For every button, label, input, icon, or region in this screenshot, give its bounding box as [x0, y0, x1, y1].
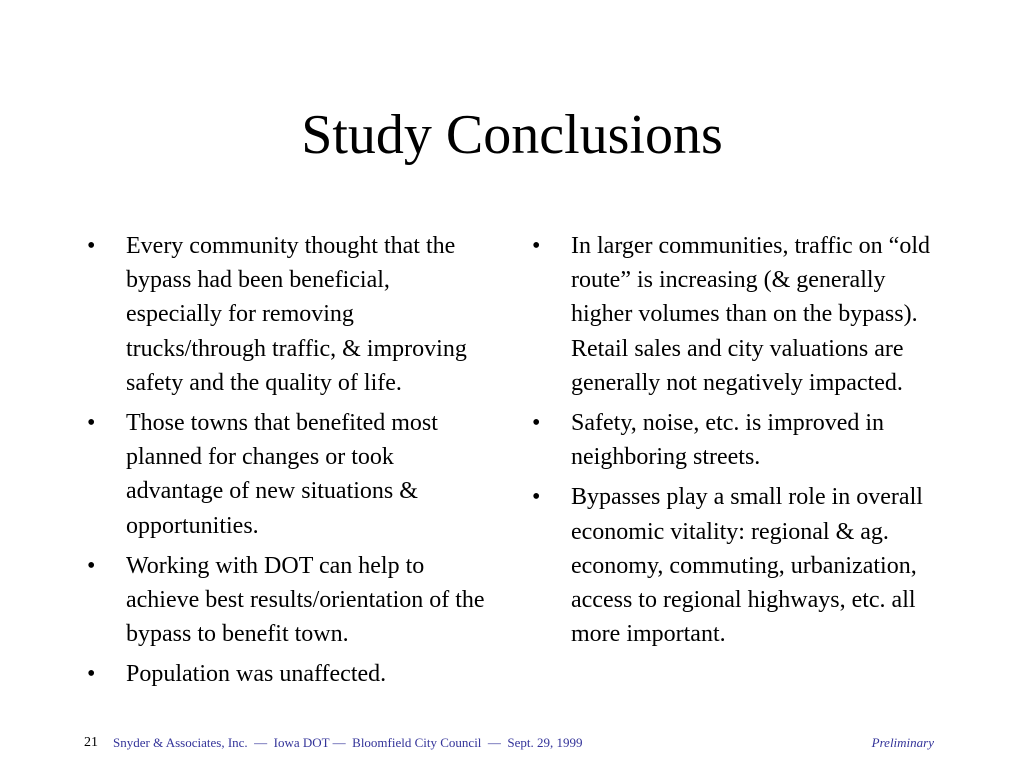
bullet-text: Those towns that benefited most planned for changes or took advantage of new situations & opportunities.	[126, 410, 438, 539]
list-item	[84, 229, 489, 400]
bullet-text: Every community thought that the bypass had been beneficial, especially for removing trucks/through traffic, & improving safety and the quality of life.	[126, 233, 467, 396]
bullet-text: Working with DOT can help to achieve best results/orientation of the bypass to benefit town.	[126, 552, 485, 648]
bullet-text: Bypasses play a small role in overall economic vitality: regional & ag. economy, commuting, urbanization, access to regional highways, etc. all more important.	[571, 484, 923, 648]
bullet-icon: •	[532, 410, 541, 437]
bullet-text: Safety, noise, etc. is improved in neighboring streets.	[571, 410, 885, 471]
bullet-icon: •	[87, 661, 96, 688]
bullet-icon: •	[532, 233, 541, 259]
list-item	[84, 549, 489, 652]
slide-title: Study Conclusions	[301, 104, 723, 166]
bullet-text: In larger communities, traffic on “old route” is increasing (& generally higher volumes than on the bypass). Retail sales and city valuations are generally not negatively impacted.	[571, 233, 931, 396]
bullet-icon: •	[87, 410, 96, 437]
page-number: 21	[84, 735, 98, 750]
bullet-icon: •	[87, 552, 96, 579]
right-bullet-list	[529, 229, 949, 657]
list-item	[529, 480, 949, 651]
list-item	[529, 229, 949, 400]
list-item	[84, 406, 489, 543]
list-item	[84, 657, 489, 691]
footer-text: Snyder & Associates, Inc. — Iowa DOT — Bloomfield City Council — Sept. 29, 1999	[113, 735, 583, 750]
slide-footer	[84, 733, 934, 753]
status-label: Preliminary	[871, 735, 934, 750]
left-bullet-list	[84, 229, 489, 698]
bullet-icon: •	[532, 484, 541, 511]
bullet-icon: •	[87, 233, 96, 259]
list-item	[529, 406, 949, 474]
bullet-text: Population was unaffected.	[126, 661, 387, 688]
